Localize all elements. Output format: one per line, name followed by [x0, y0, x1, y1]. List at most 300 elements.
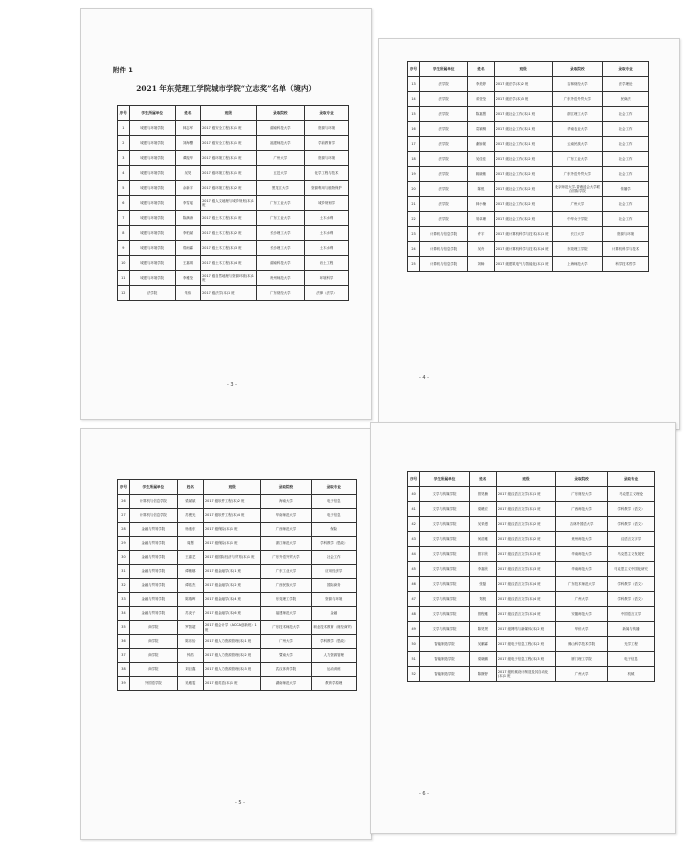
table-row	[118, 271, 349, 286]
column-header: 学生所属单位	[420, 472, 469, 487]
column-header: 录取专业	[311, 480, 356, 495]
table-row	[118, 537, 357, 551]
cell-school: 华南师范大学	[556, 562, 608, 577]
cell-unit: 金融与贸易学院	[129, 579, 177, 593]
cell-index: 14	[408, 92, 420, 107]
cell-major: 法学理论	[603, 77, 649, 92]
cell-index: 15	[408, 107, 420, 122]
cell-school: 华南农业大学	[552, 122, 603, 137]
cell-major: 社会工作	[603, 122, 649, 137]
cell-unit: 城建与环境学院	[129, 196, 175, 211]
cell-school: 广东外语外贸大学	[261, 551, 311, 565]
cell-class: 2017 级环境工程(本)1 班	[201, 166, 256, 181]
table-row	[408, 532, 655, 547]
table-row	[408, 667, 655, 682]
cell-index: 52	[408, 667, 420, 682]
cell-index: 5	[118, 181, 130, 196]
cell-unit: 法学院	[420, 152, 468, 167]
cell-index: 26	[118, 495, 130, 509]
cell-unit: 城建与环境学院	[129, 241, 175, 256]
cell-index: 7	[118, 211, 130, 226]
cell-major: 学科教学（思政）	[311, 635, 356, 649]
cell-major: 社会工作	[603, 137, 649, 152]
table-row	[408, 637, 655, 652]
cell-index: 41	[408, 502, 420, 517]
cell-index: 28	[118, 523, 130, 537]
cell-unit: 城建与环境学院	[129, 211, 175, 226]
cell-class: 2017 级社会工作(本)1 班	[494, 107, 552, 122]
cell-index: 8	[118, 226, 130, 241]
table-header-row	[118, 480, 357, 495]
cell-school: 广东外语外贸大学	[552, 92, 603, 107]
cell-major: 学科教学（思政）	[311, 537, 356, 551]
cell-class: 2017 级计算机科学与技术(本)1 班	[494, 227, 552, 242]
column-header: 序号	[118, 106, 130, 121]
cell-name: 曾昊楠	[469, 487, 496, 502]
cell-name: 陈嘉慧	[468, 107, 495, 122]
cell-class: 2017 级金融学(本)4 班	[204, 593, 261, 607]
cell-unit: 智能制造学院	[420, 667, 469, 682]
cell-major: 学科教学（语文）	[608, 502, 655, 517]
cell-class: 2017 级社会工作(本)2 班	[494, 197, 552, 212]
cell-index: 23	[408, 227, 420, 242]
cell-name: 姚晓敏	[468, 167, 495, 182]
cell-class: 2017 级金融学(本)1 班	[204, 565, 261, 579]
cell-major: 社会工作	[603, 197, 649, 212]
cell-unit: 法学院	[129, 286, 175, 301]
cell-name: 李雪瑶	[175, 196, 200, 211]
column-header: 学生所属单位	[420, 62, 468, 77]
table-row	[118, 509, 357, 523]
cell-school: 福建师范大学	[256, 136, 305, 151]
cell-unit: 城建与环境学院	[129, 151, 175, 166]
table-row	[408, 517, 655, 532]
column-header: 序号	[408, 62, 420, 77]
table-header-row	[408, 62, 649, 77]
cell-unit: 城建与环境学院	[129, 181, 175, 196]
cell-index: 48	[408, 607, 420, 622]
cell-index: 49	[408, 622, 420, 637]
cell-name: 林小楠	[468, 197, 495, 212]
column-header: 序号	[408, 472, 420, 487]
cell-index: 27	[118, 509, 130, 523]
table-row	[118, 166, 349, 181]
cell-name: 谭敏娜	[177, 565, 203, 579]
column-header: 学生所属单位	[129, 480, 177, 495]
cell-major: 中国语言文学	[608, 607, 655, 622]
column-header: 录取专业	[305, 106, 349, 121]
cell-class: 2017 级金融学(本)2 班	[204, 579, 261, 593]
table-row	[408, 92, 649, 107]
cell-class: 2017 级人力资源管理(本)1 班	[204, 635, 261, 649]
cell-school: 广西师范大学	[261, 523, 311, 537]
cell-class: 2017 级金融学(本)6 班	[204, 607, 261, 621]
cell-index: 4	[118, 166, 130, 181]
cell-name: 王嘉琪	[175, 256, 200, 271]
cell-index: 25	[408, 257, 420, 272]
cell-school: 华南师范大学	[556, 547, 608, 562]
cell-school: 武汉体育学院	[261, 663, 311, 677]
cell-class: 2017 级安全工程(本)1 班	[201, 121, 256, 136]
cell-index: 18	[408, 152, 420, 167]
table-row	[118, 241, 349, 256]
cell-major: 社会工作	[603, 107, 649, 122]
cell-unit: 文学与传媒学院	[420, 592, 469, 607]
cell-school: 华侨大学	[556, 622, 608, 637]
cell-unit: 计算机与信息学院	[420, 227, 468, 242]
cell-index: 51	[408, 652, 420, 667]
cell-major: 资源与环境	[305, 151, 349, 166]
cell-class: 2017 级土木工程(本)4 班	[201, 256, 256, 271]
table-row	[408, 182, 649, 197]
table-row	[118, 211, 349, 226]
cell-name: 郑锐	[469, 592, 496, 607]
cell-name: 曾程雅	[469, 607, 496, 622]
cell-index: 10	[118, 256, 130, 271]
cell-unit: 法学院	[420, 167, 468, 182]
table-row	[408, 592, 655, 607]
cell-index: 38	[118, 663, 130, 677]
cell-major: 土木水利	[305, 226, 349, 241]
column-header: 序号	[118, 480, 130, 495]
cell-school: 广东工业大学	[261, 565, 311, 579]
cell-index: 43	[408, 532, 420, 547]
cell-name: 谭振华	[175, 151, 200, 166]
cell-unit: 法学院	[420, 92, 468, 107]
cell-class: 2017 级土木工程(本)2 班	[201, 226, 256, 241]
cell-school: 广东财经大学	[256, 286, 305, 301]
cell-school: 佛山科学技术学院	[556, 637, 608, 652]
cell-name: 吴佳佳	[468, 152, 495, 167]
cell-major: 计算机科学与技术	[603, 242, 649, 257]
cell-index: 39	[118, 677, 130, 691]
cell-major: 社会工作	[603, 167, 649, 182]
cell-unit: 文学与传媒学院	[420, 547, 469, 562]
cell-unit: 城建与环境学院	[129, 136, 175, 151]
cell-class: 2017 级国际经济与贸易(本)1 班	[204, 551, 261, 565]
cell-name: 陈乐怡	[177, 635, 203, 649]
cell-name: 李嘉欣	[469, 562, 496, 577]
cell-major: 资源与环境	[311, 593, 356, 607]
cell-index: 45	[408, 562, 420, 577]
cell-index: 1	[118, 121, 130, 136]
cell-name: 周慧	[177, 537, 203, 551]
cell-unit: 文学与传媒学院	[420, 607, 469, 622]
table-row	[408, 607, 655, 622]
cell-name: 吴鹏霖	[469, 637, 496, 652]
cell-name: 邓莹莹	[468, 92, 495, 107]
cell-school: 广东财经大学	[556, 487, 608, 502]
cell-major: 学科教学（语文）	[608, 592, 655, 607]
cell-school: 湖南科技大学	[256, 121, 305, 136]
cell-major: 马克思主义理论	[608, 487, 655, 502]
cell-unit: 法学院	[420, 212, 468, 227]
table-row	[408, 487, 655, 502]
cell-school: 长沙理工大学	[256, 226, 305, 241]
cell-unit: 法学院	[420, 137, 468, 152]
cell-school: 广东工业大学	[552, 152, 603, 167]
cell-unit: 商学院	[129, 649, 177, 663]
cell-class: 2017 级汉语言文学(本)2 班	[496, 517, 555, 532]
table-page-4	[407, 471, 655, 682]
cell-school: 湖南科技大学	[256, 256, 305, 271]
column-header: 姓名	[177, 480, 203, 495]
cell-major: 职业技术教育（财经商贸）	[311, 621, 356, 635]
cell-name: 苏俊光	[177, 509, 203, 523]
cell-class: 2017 级人文地理与城乡规划(本)1 班	[201, 196, 256, 211]
cell-unit: 金融与贸易学院	[129, 537, 177, 551]
cell-unit: 商学院	[129, 621, 177, 635]
cell-major: 机械	[608, 667, 655, 682]
cell-unit: 法学院	[420, 197, 468, 212]
cell-index: 3	[118, 151, 130, 166]
cell-index: 11	[118, 271, 130, 286]
cell-unit: 城建与环境学院	[129, 271, 175, 286]
cell-school: 广东技术师范大学	[556, 577, 608, 592]
cell-school: 海南大学	[261, 495, 311, 509]
cell-unit: 城建与环境学院	[129, 256, 175, 271]
cell-class: 2017 级电子信息工程(本)3 班	[496, 652, 555, 667]
cell-name: 罗智超	[177, 621, 203, 635]
cell-unit: 智能制造学院	[420, 637, 469, 652]
cell-name: 吴采漫	[469, 517, 496, 532]
cell-class: 2017 级保险(本)1 班	[204, 537, 261, 551]
cell-name: 梁赣宏	[469, 502, 496, 517]
cell-unit: 商学院	[129, 635, 177, 649]
cell-name: 陈斯野	[469, 667, 496, 682]
cell-class: 2017 级会计学（ACCA创新班）1 班	[204, 621, 261, 635]
cell-school: 广东工业大学	[256, 196, 305, 211]
column-header: 姓名	[175, 106, 200, 121]
cell-class: 2017 级建筑电气与智能化(本)1 班	[494, 257, 552, 272]
cell-class: 2017 级人力资源管理(本)2 班	[204, 649, 261, 663]
table-row	[408, 107, 649, 122]
table-row	[118, 649, 357, 663]
cell-name: 陈昊贤	[469, 622, 496, 637]
cell-major: 土木水利	[305, 241, 349, 256]
cell-major: 资源与环境	[305, 121, 349, 136]
cell-unit: 计算机与信息学院	[129, 495, 177, 509]
cell-unit: 计算机与信息学院	[129, 509, 177, 523]
cell-index: 32	[118, 579, 130, 593]
table-row	[118, 593, 357, 607]
cell-major: 电子信息	[608, 652, 655, 667]
cell-school: 湖南师范大学	[261, 677, 311, 691]
cell-name: 钟浩	[177, 649, 203, 663]
cell-class: 2017 级软件工程(本)2 班	[204, 495, 261, 509]
document-page-1	[80, 8, 372, 420]
page-number: - 3 -	[227, 382, 237, 388]
cell-name: 苏炎子	[177, 607, 203, 621]
column-header: 录取专业	[603, 62, 649, 77]
cell-school: 黑龙江大学	[256, 181, 305, 196]
cell-name: 袁颖桐	[468, 122, 495, 137]
cell-school: 中华女子学院	[552, 212, 603, 227]
table-row	[118, 181, 349, 196]
cell-name: 刘巨鑫	[177, 663, 203, 677]
cell-class: 2017 级社会工作(本)1 班	[494, 122, 552, 137]
table-row	[408, 122, 649, 137]
column-header: 录取院校	[556, 472, 608, 487]
table-row	[408, 167, 649, 182]
cell-name: 吴雅雯	[177, 677, 203, 691]
cell-school: 广州大学	[261, 635, 311, 649]
table-row	[118, 677, 357, 691]
cell-major: 学科教学（语文）	[608, 517, 655, 532]
cell-major: 马克思主义中国化研究	[608, 562, 655, 577]
cell-major: 汉语言文字学	[608, 532, 655, 547]
page-number: - 4 -	[419, 375, 429, 381]
cell-class: 2017 级网络与新媒体(本)2 班	[496, 622, 555, 637]
cell-unit: 文学与传媒学院	[420, 532, 469, 547]
cell-name: 梁斌斌	[177, 495, 203, 509]
cell-class: 2017 级环境工程(本)1 班	[201, 151, 256, 166]
cell-index: 19	[408, 167, 420, 182]
cell-class: 2017 级汉语言文学(本)4 班	[496, 577, 555, 592]
cell-class: 2017 级机械设计制造及其自动化(本)1 班	[496, 667, 555, 682]
column-header: 录取院校	[256, 106, 305, 121]
cell-class: 2017 级汉语言文学(本)2 班	[496, 532, 555, 547]
cell-name: 朱伟	[175, 286, 200, 301]
cell-school: 浙江理工大学	[552, 107, 603, 122]
table-row	[408, 547, 655, 562]
column-header: 学生所属单位	[129, 106, 175, 121]
cell-major: 金融	[311, 607, 356, 621]
column-header: 录取院校	[552, 62, 603, 77]
table-row	[408, 227, 649, 242]
cell-unit: 金融与贸易学院	[129, 607, 177, 621]
cell-major: 环境科学	[305, 271, 349, 286]
cell-class: 2017 级环境工程(本)2 班	[201, 181, 256, 196]
page-number: - 6 -	[419, 791, 429, 797]
cell-unit: 城建与环境学院	[129, 121, 175, 136]
cell-index: 34	[118, 607, 130, 621]
cell-class: 2017 级软件工程(本)4 班	[204, 509, 261, 523]
cell-index: 40	[408, 487, 420, 502]
cell-name: 何浩雅	[469, 532, 496, 547]
cell-school: 暨南大学	[261, 649, 311, 663]
cell-school: 东莞理工学院	[552, 242, 603, 257]
cell-school: 广州大学	[556, 667, 608, 682]
table-page-3	[117, 479, 357, 691]
cell-major: 民商法	[603, 92, 649, 107]
cell-index: 47	[408, 592, 420, 607]
cell-major: 电子信息	[311, 495, 356, 509]
cell-name: 李美婷	[468, 77, 495, 92]
column-header: 录取专业	[608, 472, 655, 487]
table-row	[118, 151, 349, 166]
cell-school: 东莞理工学院	[261, 593, 311, 607]
attachment-label: 附件 1	[113, 66, 133, 74]
cell-name: 王嘉艺	[177, 551, 203, 565]
cell-major: 法律（法学）	[305, 286, 349, 301]
cell-name: 余新宇	[175, 181, 200, 196]
table-row	[408, 562, 655, 577]
table-row	[408, 622, 655, 637]
cell-name: 刘畅	[468, 257, 495, 272]
cell-class: 2017 级电子信息工程(本)2 班	[496, 637, 555, 652]
cell-school: 浙江师范大学	[261, 537, 311, 551]
cell-name: 林志军	[175, 121, 200, 136]
cell-name: 谢娇妮	[468, 137, 495, 152]
table-row	[118, 226, 349, 241]
cell-major: 资源利用与植物保护	[305, 181, 349, 196]
cell-name: 吴舟	[468, 242, 495, 257]
cell-index: 13	[408, 77, 420, 92]
cell-school: 广州大学	[552, 197, 603, 212]
cell-class: 2017 级汉语言文学(本)3 班	[496, 562, 555, 577]
cell-school: 安徽师范大学	[556, 607, 608, 622]
cell-name: 李雅莹	[175, 271, 200, 286]
cell-name: 刘海樱	[175, 136, 200, 151]
cell-school: 广东技术师范大学	[261, 621, 311, 635]
cell-school: 厦门理工学院	[556, 652, 608, 667]
cell-major: 岩土工程	[305, 256, 349, 271]
cell-school: 广西师范大学	[556, 502, 608, 517]
cell-unit: 文学与传媒学院	[420, 622, 469, 637]
cell-school: 广东外语外贸大学	[552, 167, 603, 182]
cell-class: 2017 级社会工作(本)2 班	[494, 152, 552, 167]
cell-name: 陈瑞晖	[177, 593, 203, 607]
cell-major: 学科教学（语文）	[608, 577, 655, 592]
cell-school: 吉林财经大学	[552, 77, 603, 92]
cell-unit: 金融与贸易学院	[129, 551, 177, 565]
cell-index: 29	[118, 537, 130, 551]
cell-name: 李柏斌	[175, 226, 200, 241]
cell-school: 华南师范大学	[261, 509, 311, 523]
table-row	[118, 607, 357, 621]
cell-unit: 法学院	[420, 182, 468, 197]
cell-index: 33	[118, 593, 130, 607]
cell-index: 42	[408, 517, 420, 532]
cell-class: 2017 级社会工作(本)2 班	[494, 182, 552, 197]
cell-unit: 智能制造学院	[420, 652, 469, 667]
cell-school: 北京师范大学-香港浸会大学联合国际学院	[552, 182, 603, 197]
table-row	[408, 77, 649, 92]
cell-class: 2017 级保险(本)1 班	[204, 523, 261, 537]
table-row	[118, 495, 357, 509]
cell-class: 2017 级社会工作(本)2 班	[494, 212, 552, 227]
cell-class: 2017 级安全工程(本)1 班	[201, 136, 256, 151]
cell-unit: 法学院	[420, 107, 468, 122]
page-number: - 5 -	[235, 800, 245, 806]
table-row	[118, 565, 357, 579]
document-page-4	[370, 422, 676, 834]
cell-name: 杨逸东	[177, 523, 203, 537]
cell-name: 张磊	[469, 577, 496, 592]
table-page-1	[117, 105, 349, 301]
cell-school: 五邑大学	[256, 166, 305, 181]
cell-class: 2017 级法学(本)3 班	[494, 92, 552, 107]
cell-name: 许宇	[468, 227, 495, 242]
cell-class: 2017 级汉语言文学(本)1 班	[496, 487, 555, 502]
cell-school: 广东工业大学	[256, 211, 305, 226]
cell-major: 科学技术哲学	[603, 257, 649, 272]
cell-major: 城乡规划学	[305, 196, 349, 211]
cell-unit: 法学院	[420, 77, 468, 92]
cell-index: 16	[408, 122, 420, 137]
table-row	[118, 286, 349, 301]
cell-unit: 商学院	[129, 663, 177, 677]
document-title: 2021 年东莞理工学院城市学院“立志奖”名单（境内）	[136, 84, 316, 93]
cell-unit: 文学与传媒学院	[420, 517, 469, 532]
cell-major: 教育学原理	[311, 677, 356, 691]
cell-unit: 城建与环境学院	[129, 166, 175, 181]
cell-index: 35	[118, 621, 130, 635]
cell-school: 吉林外国语大学	[556, 517, 608, 532]
cell-school: 贵州师范大学	[556, 532, 608, 547]
cell-index: 24	[408, 242, 420, 257]
